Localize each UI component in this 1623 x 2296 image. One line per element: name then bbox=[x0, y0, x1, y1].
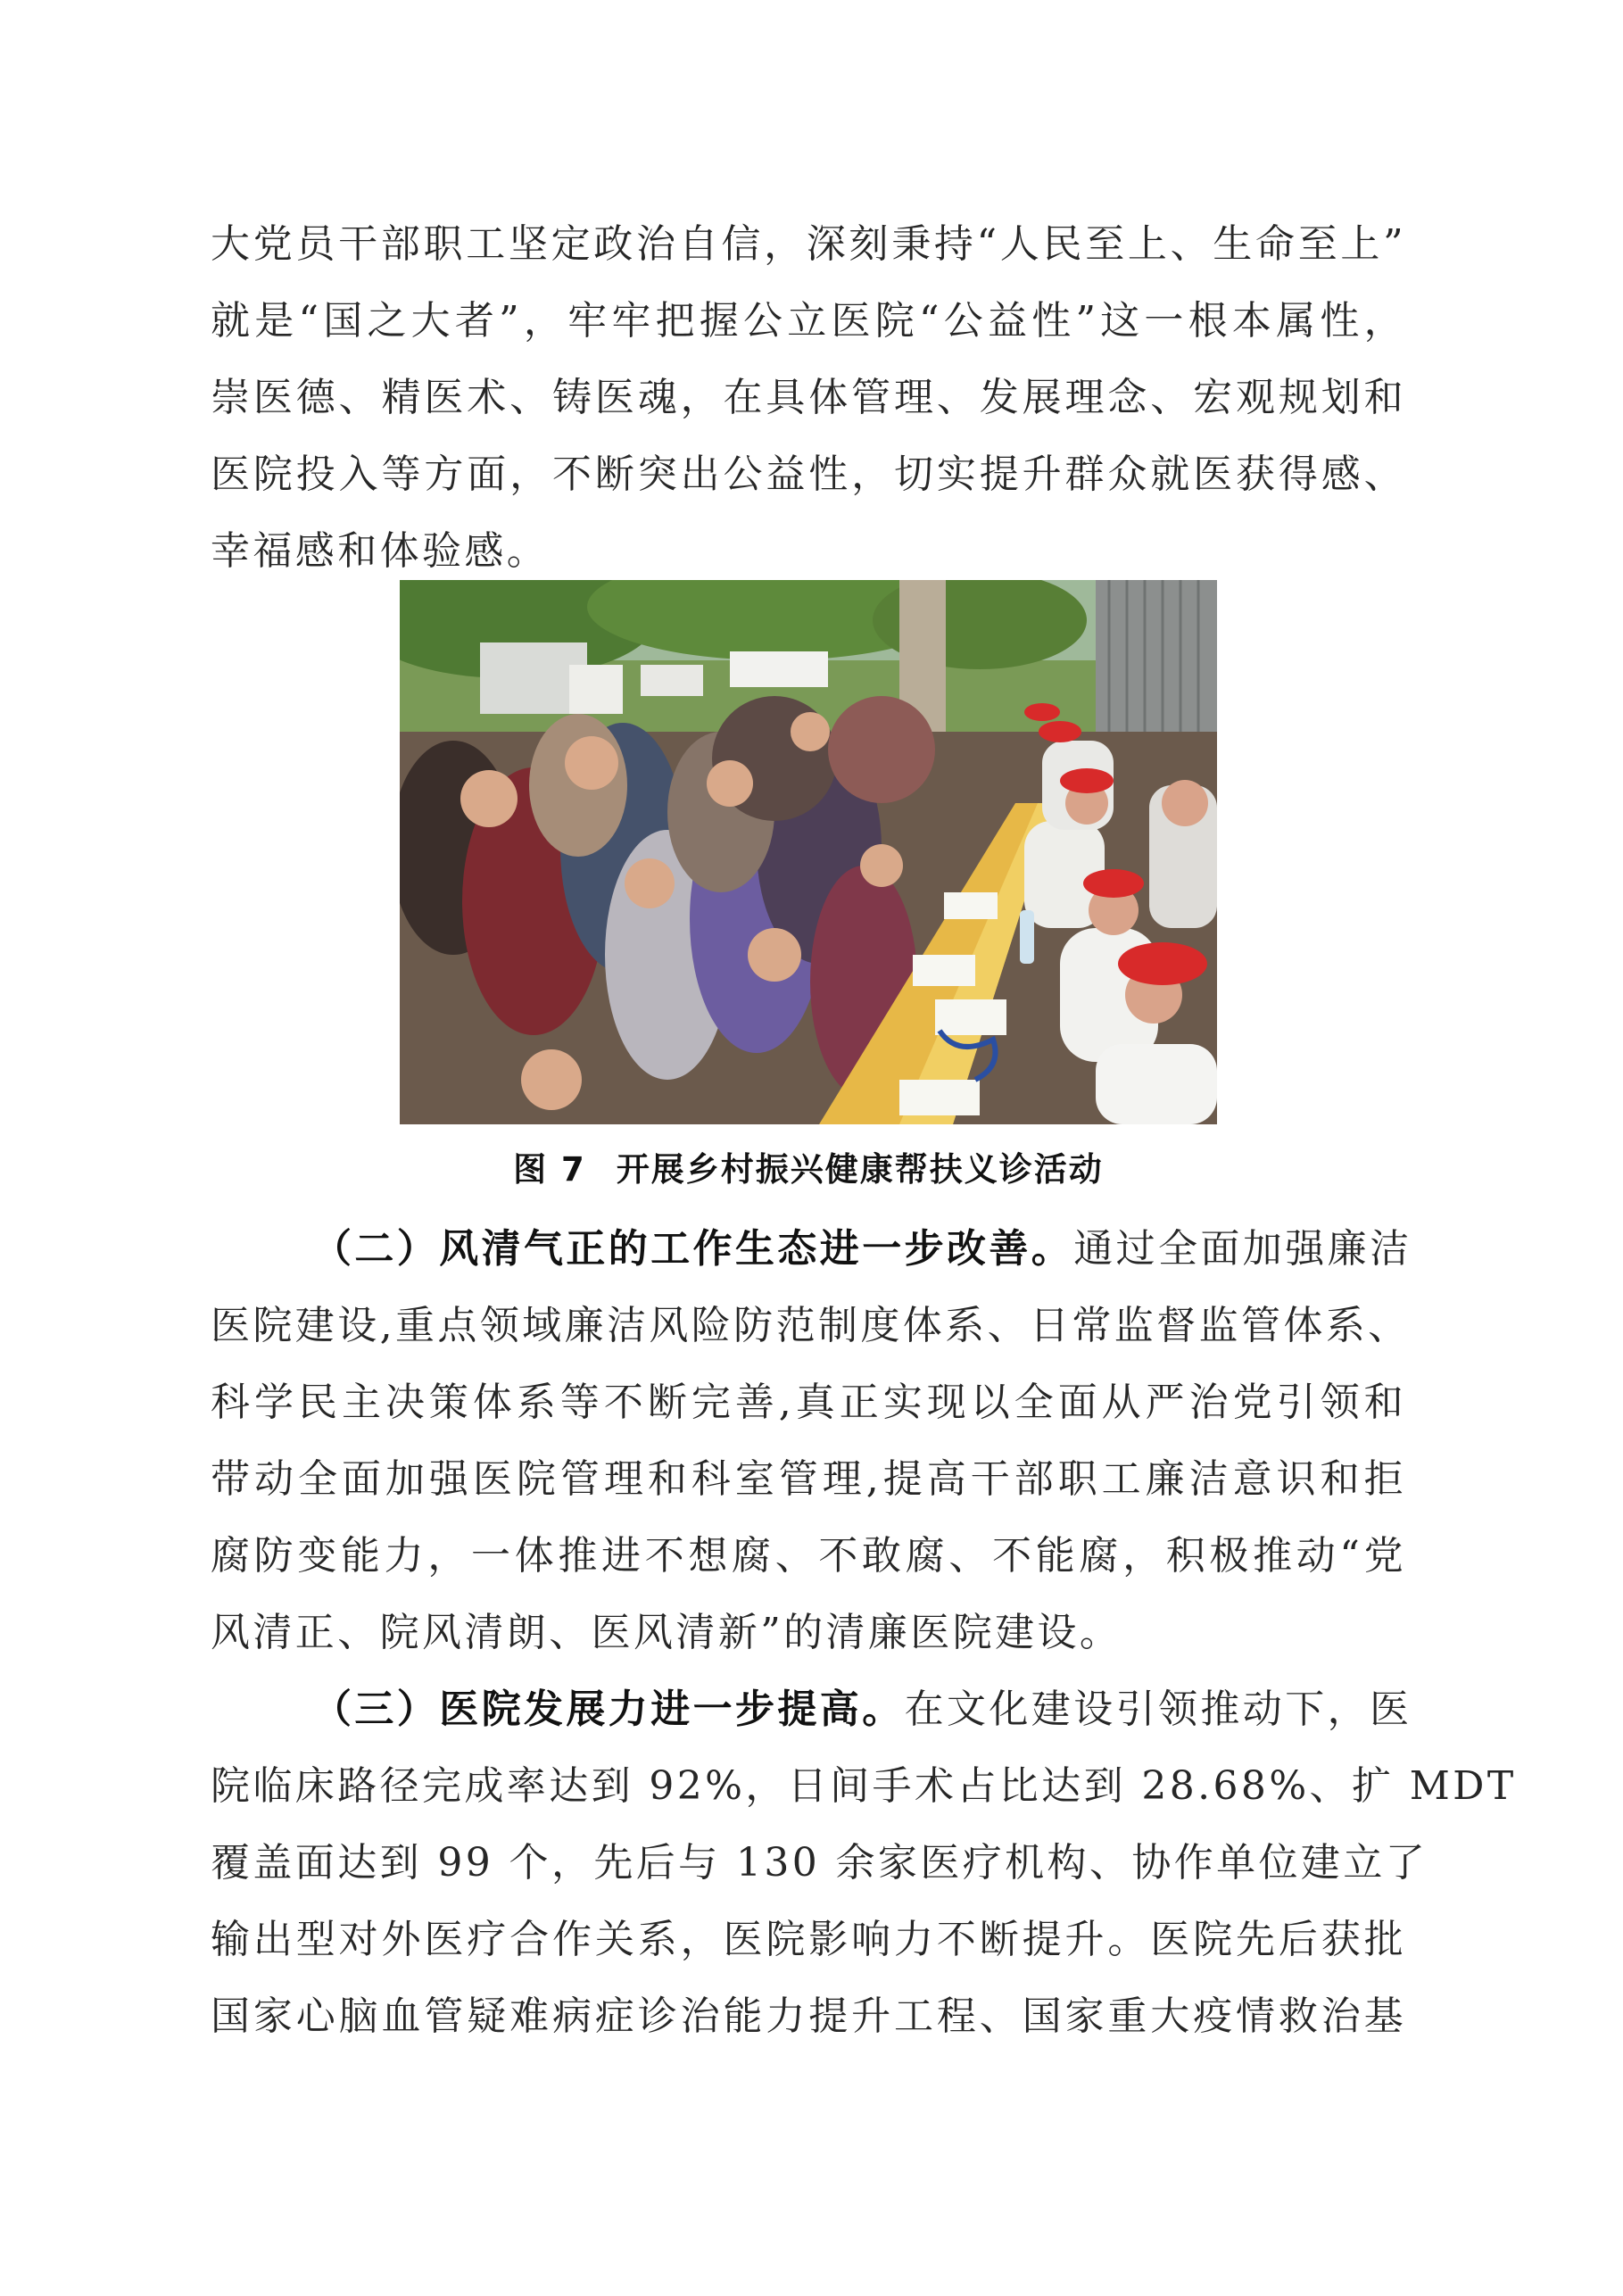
section-heading: （二）风清气正的工作生态进一步改善。 bbox=[312, 1226, 1074, 1272]
paragraph-line: 覆盖面达到 99 个，先后与 130 余家医疗机构、协作单位建立了 bbox=[211, 1840, 1428, 1886]
paragraph-line: 风清正、院风清朗、医风清新”的清廉医院建设。 bbox=[211, 1610, 1122, 1655]
paragraph-line: 大党员干部职工坚定政治自信，深刻秉持“人民至上、生命至上” bbox=[211, 221, 1406, 267]
paragraph-line: 带动全面加强医院管理和科室管理,提高干部职工廉洁意识和拒 bbox=[211, 1456, 1406, 1502]
paragraph-line: 国家心脑血管疑难病症诊治能力提升工程、国家重大疫情救治基 bbox=[211, 1993, 1406, 2039]
figure-caption-text: 开展乡村振兴健康帮扶义诊活动 bbox=[616, 1150, 1104, 1189]
paragraph-text: 通过全面加强廉洁 bbox=[1073, 1226, 1412, 1272]
figure-label: 图 7 bbox=[513, 1150, 586, 1189]
section-heading-line bbox=[312, 1683, 1412, 1737]
section-heading: （三）医院发展力进一步提高。 bbox=[312, 1687, 905, 1732]
figure-caption bbox=[211, 1148, 1406, 1192]
paragraph-line: 腐防变能力，一体推进不想腐、不敢腐、不能腐，积极推动“党 bbox=[211, 1533, 1406, 1579]
paragraph-line: 院临床路径完成率达到 92%，日间手术占比达到 28.68%、扩 MDT bbox=[211, 1763, 1517, 1809]
paragraph-line: 就是“国之大者”，牢牢把握公立医院“公益性”这一根本属性， bbox=[211, 298, 1406, 344]
paragraph-line: 科学民主决策体系等不断完善,真正实现以全面从严治党引领和 bbox=[211, 1380, 1406, 1425]
paragraph-line: 输出型对外医疗合作关系，医院影响力不断提升。医院先后获批 bbox=[211, 1917, 1406, 1962]
section-heading-line bbox=[312, 1223, 1412, 1276]
paragraph-line: 医院建设,重点领域廉洁风险防范制度体系、日常监督监管体系、 bbox=[211, 1303, 1411, 1348]
paragraph-text: 在文化建设引领推动下，医 bbox=[904, 1687, 1412, 1732]
figure-photo bbox=[400, 580, 1217, 1124]
paragraph-line: 崇医德、精医术、铸医魂，在具体管理、发展理念、宏观规划和 bbox=[211, 375, 1406, 420]
paragraph-line: 医院投入等方面，不断突出公益性，切实提升群众就医获得感、 bbox=[211, 452, 1406, 497]
paragraph-line: 幸福感和体验感。 bbox=[211, 528, 550, 574]
